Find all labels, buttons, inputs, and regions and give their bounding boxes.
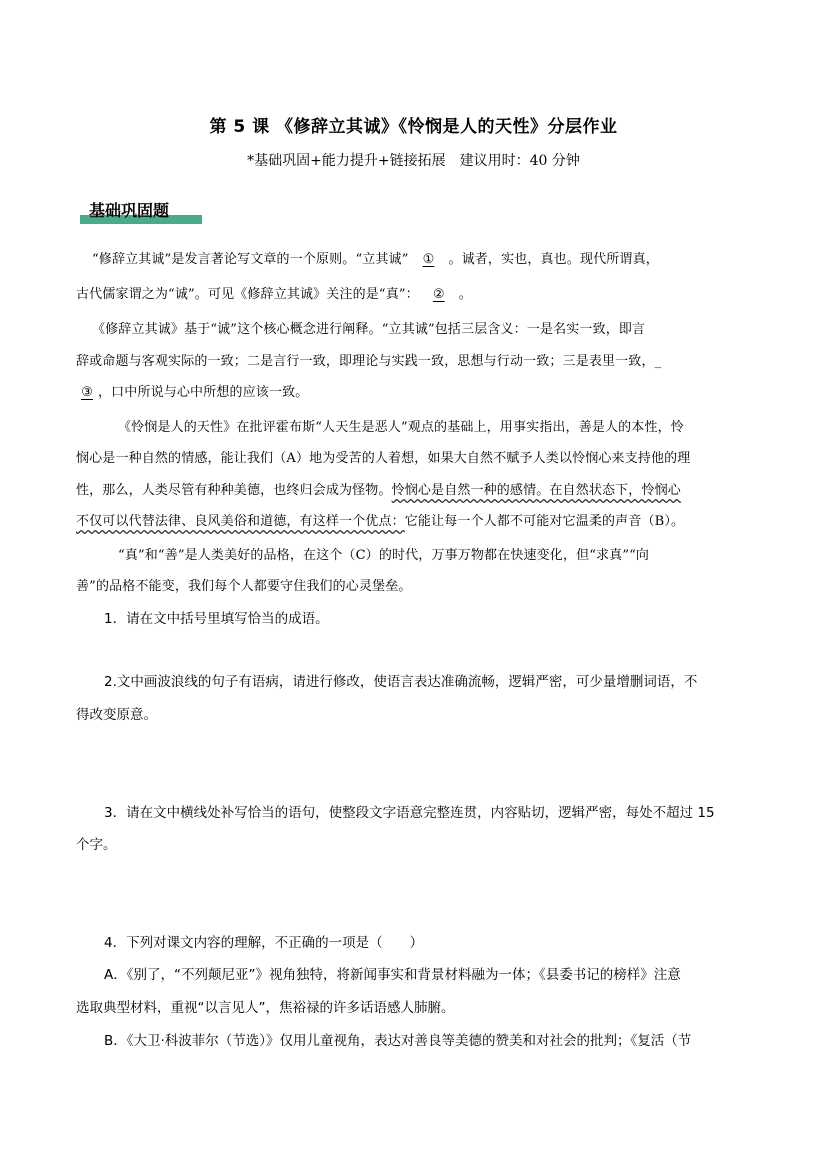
question-3-line2: 个字。 — [76, 837, 117, 853]
blank-2: ② — [432, 287, 445, 302]
question-2-line1: 2.文中画波浪线的句子有语病，请进行修改，使语言表达准确流畅，逻辑严密，可少量增删词语，不 — [104, 674, 698, 690]
question-2-line2: 得改变原意。 — [76, 707, 157, 723]
section-header-label: 基础巩固题 — [89, 201, 170, 220]
passage1-line2: 古代儒家谓之为“诚”。可见《修辞立其诚》关注的是“真”： ② 。 — [76, 287, 472, 302]
wavy-sentence-part2: 不仅可以代替法律、良风美俗和道德，有这样一个优点： — [76, 514, 405, 529]
passage2-line3: 性，那么，人类尽管有种种美德，也终归会成为怪物。怜悯心是自然一种的感情。在自然状态下，怜悯心 — [76, 483, 681, 498]
blank-3: ③ — [81, 385, 93, 400]
passage1-line1: “修辞立其诚”是发言著论写文章的一个原则。“立其诚” ① 。诚者，实也，真也。现代所谓真， — [92, 252, 659, 267]
question-3-line1: 3．请在文中横线处补写恰当的语句，使整段文字语意完整连贯，内容贴切，逻辑严密，每处不超过 15 — [104, 805, 715, 821]
option-a-line2: 选取典型材料，重视“以言见人”，焦裕禄的许多话语感人肺腑。 — [76, 1000, 455, 1016]
page-title: 第 5 课 《修辞立其诚》《怜悯是人的天性》分层作业 — [209, 117, 618, 137]
passage2-line5: “真”和“善”是人类美好的品格，在这个（C）的时代，万事万物都在快速变化，但“求真”“向 — [118, 548, 650, 563]
passage2-line6: 善”的品格不能变，我们每个人都要守住我们的心灵堡垒。 — [76, 579, 412, 594]
passage1-line5: ③ ，口中所说与心中所想的应该一致。 — [76, 381, 308, 400]
option-a-line1: A．《别了，“不列颠尼亚”》视角独特，将新闻事实和背景材料融为一体；《县委书记的榜样》注意 — [104, 967, 681, 983]
section-header — [80, 196, 202, 224]
passage1-line4: 辞或命题与客观实际的一致；二是言行一致，即理论与实践一致，思想与行动一致；三是表里一致，_ — [76, 354, 662, 369]
passage2-line4: 不仅可以代替法律、良风美俗和道德，有这样一个优点：它能让每一个人都不可能对它温柔的声音（B）。 — [76, 514, 685, 529]
wavy-sentence-part1: 怜悯心是自然一种的感情。在自然状态下，怜悯心 — [391, 483, 681, 498]
passage2-line1: 《怜悯是人的天性》在批评霍布斯“人天生是恶人”观点的基础上，用事实指出，善是人的本性，怜 — [118, 420, 684, 435]
page-subtitle: *基础巩固+能力提升+链接拓展 建议用时：40 分钟 — [247, 153, 580, 169]
option-b-line1: B．《大卫·科波菲尔（节选）》仅用儿童视角，表达对善良等美德的赞美和对社会的批判；《复活（节 — [104, 1033, 692, 1049]
question-4: 4．下列对课文内容的理解，不正确的一项是（ ） — [104, 935, 424, 951]
passage1-line3: 《修辞立其诚》基于“诚”这个核心概念进行阐释。“立其诚”包括三层含义：一是名实一致，即言 — [92, 322, 646, 337]
blank-1: ① — [422, 252, 435, 267]
passage2-line2: 悯心是一种自然的情感，能让我们（A）地为受苦的人着想，如果大自然不赋予人类以怜悯心来支持他的理 — [76, 451, 691, 466]
question-1: 1．请在文中括号里填写恰当的成语。 — [104, 611, 329, 627]
